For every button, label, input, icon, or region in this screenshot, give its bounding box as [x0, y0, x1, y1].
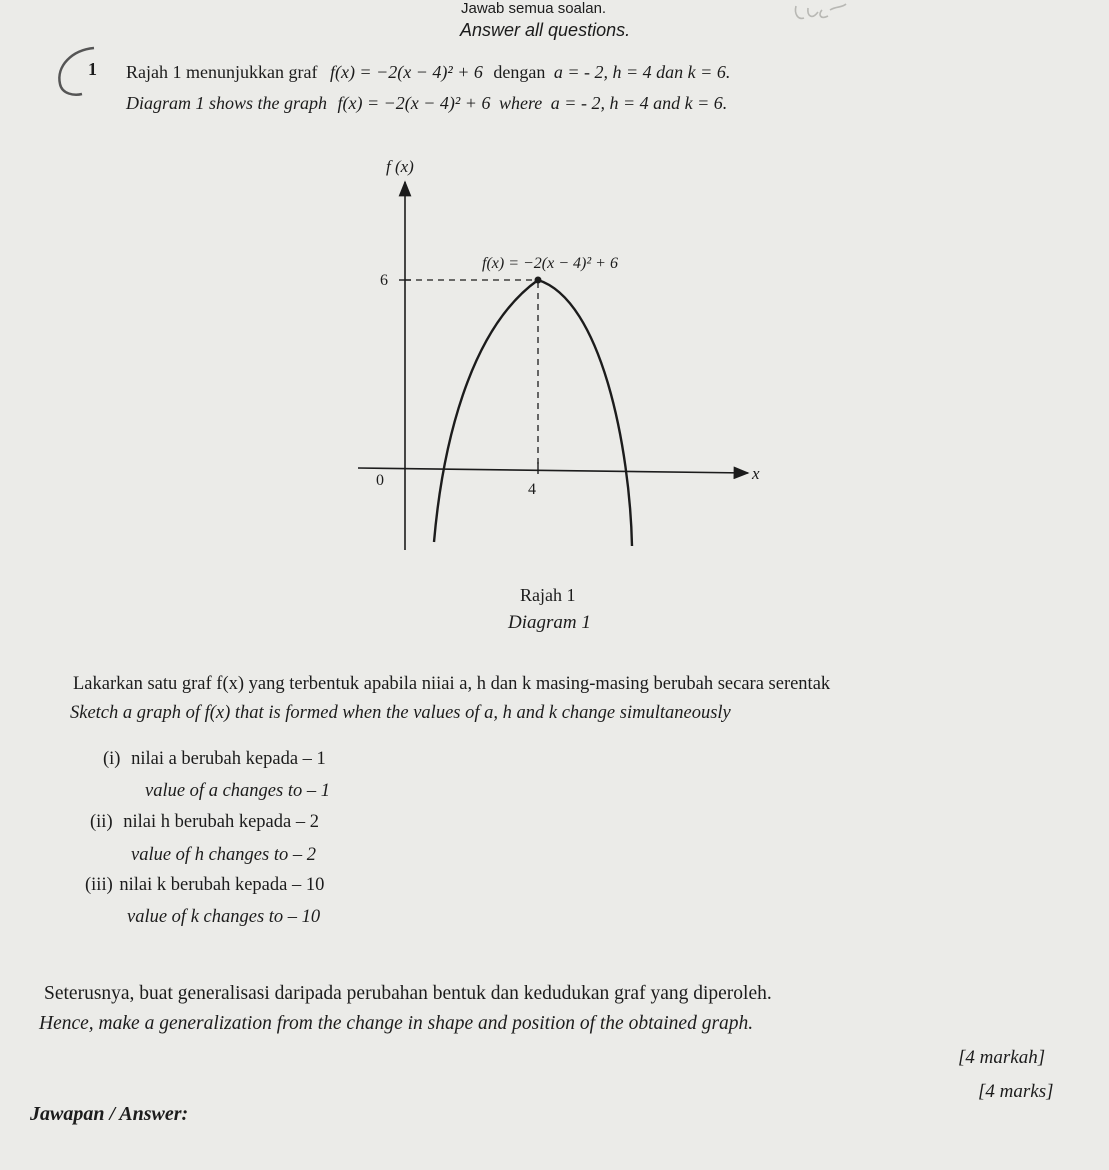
question-english-prefix: Diagram 1 shows the graph: [126, 93, 328, 113]
parabola-graph: [350, 150, 790, 560]
answer-label: Jawapan / Answer:: [30, 1103, 189, 1125]
part-i-english: value of a changes to – 1: [145, 781, 330, 801]
generalize-english: Hence, make a generalization from the change in shape and position of the obtained graph.: [39, 1013, 754, 1034]
task-english: Sketch a graph of f(x) that is formed when the values of a, h and k change simultaneously: [70, 703, 731, 723]
y-tick-label: 6: [380, 272, 388, 289]
x-tick-label: 4: [528, 481, 536, 498]
part-ii: [90, 812, 319, 833]
question-english-conj: where: [498, 93, 543, 113]
x-axis: [358, 468, 748, 473]
part-ii-malay: nilai h berubah kepada – 2: [123, 812, 319, 832]
question-number: 1: [88, 59, 97, 79]
task-malay: Lakarkan satu graf f(x) yang terbentuk apabila niiai a, h dan k masing-masing berubah secara serentak: [73, 674, 831, 694]
y-axis-label: f (x): [386, 157, 414, 176]
part-i-malay: nilai a berubah kepada – 1: [131, 749, 326, 769]
question-malay-prefix: Rajah 1 menunjukkan graf: [126, 62, 318, 82]
question-malay-function: f(x) = −2(x − 4)² + 6: [329, 62, 483, 82]
vertex-point: [535, 277, 542, 284]
part-ii-number: (ii): [90, 812, 113, 832]
part-i: [103, 749, 326, 770]
question-english-params: a = - 2, h = 4 and k = 6.: [550, 93, 728, 113]
generalize-malay: Seterusnya, buat generalisasi daripada perubahan bentuk dan kedudukan graf yang diperoleh.: [44, 983, 772, 1004]
instruction-malay: Jawab semua soalan.: [461, 0, 607, 17]
diagram-caption-malay: Rajah 1: [520, 585, 576, 605]
handwritten-mark: [790, 0, 860, 30]
parabola-curve: [434, 280, 632, 546]
diagram-caption-english: Diagram 1: [508, 612, 591, 633]
instruction-english: Answer all questions.: [460, 20, 631, 40]
x-axis-label: x: [752, 464, 760, 483]
question-english: [126, 93, 727, 114]
part-i-number: (i): [103, 749, 121, 769]
part-ii-english: value of h changes to – 2: [131, 845, 316, 865]
part-iii-malay: nilai k berubah kepada – 10: [119, 875, 325, 895]
part-iii-english: value of k changes to – 10: [127, 907, 321, 927]
question-malay-conj: dengan: [493, 62, 546, 82]
part-iii: [85, 875, 324, 896]
part-iii-number: (iii): [85, 875, 113, 895]
marks-english: [4 marks]: [978, 1081, 1054, 1102]
question-malay: [126, 62, 730, 83]
origin-label: 0: [376, 472, 384, 489]
question-malay-params: a = - 2, h = 4 dan k = 6.: [553, 62, 731, 82]
question-english-function: f(x) = −2(x − 4)² + 6: [337, 93, 491, 113]
marks-malay: [4 markah]: [958, 1047, 1046, 1068]
curve-equation-label: f(x) = −2(x − 4)² + 6: [482, 255, 618, 272]
